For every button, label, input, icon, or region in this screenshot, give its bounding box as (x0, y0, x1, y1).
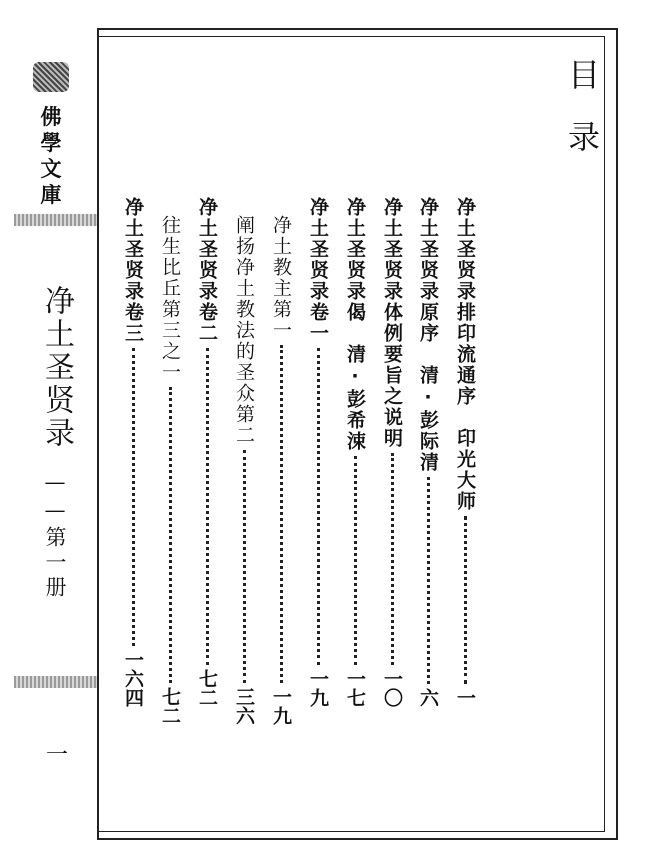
toc-leader-dots (391, 453, 394, 665)
toc-entry[interactable] (451, 197, 479, 707)
toc-entry-title: 净土圣贤录原序 清·彭际清 (417, 197, 439, 473)
toc-entry-page: 一九 (307, 669, 329, 707)
toc-entry[interactable] (267, 215, 295, 725)
toc-leader-dots (464, 516, 467, 684)
toc-leader-dots (169, 387, 172, 683)
book-title: 净土圣贤录 (39, 285, 74, 450)
toc-entry-title: 阐扬净土教法的圣众第二 (233, 215, 255, 446)
toc-entry[interactable] (119, 197, 147, 707)
toc-entry[interactable] (156, 215, 184, 725)
toc-entry-page: 七二 (159, 687, 181, 725)
toc-leader-dots (132, 348, 135, 646)
toc-leader-dots (427, 477, 430, 684)
toc-entry-title: 净土圣贤录卷一 (307, 197, 329, 344)
toc-heading-char-2: 录 (568, 118, 601, 156)
toc-entry-page: 七二 (196, 669, 218, 707)
toc-leader-dots (280, 345, 283, 683)
toc-entry[interactable] (304, 197, 332, 707)
toc-entry-page: 一七 (344, 669, 366, 707)
toc-entry-page: 一〇 (381, 669, 403, 707)
toc-entry-page: 三六 (233, 687, 255, 725)
toc-entry-title: 净土圣贤录卷三 (122, 197, 144, 344)
toc-leader-dots (354, 456, 357, 665)
toc-entry[interactable] (193, 197, 221, 707)
toc-entry[interactable] (378, 197, 406, 707)
toc-entry[interactable] (230, 215, 258, 725)
volume-label: ——第一册 (43, 470, 67, 601)
page-number: 一 (46, 743, 69, 768)
toc-leader-dots (317, 348, 320, 665)
decorative-band-bottom (14, 676, 97, 688)
toc-leader-dots (206, 348, 209, 665)
toc-entry-title: 净土圣贤录排印流通序 印光大师 (454, 197, 476, 512)
toc-entry-title: 净土圣贤录体例要旨之说明 (381, 197, 403, 449)
publisher-logo-icon (33, 62, 69, 92)
toc-entry-title: 净土圣贤录卷二 (196, 197, 218, 344)
toc-entry[interactable] (414, 197, 442, 707)
toc-entry-page: 一九 (270, 687, 292, 725)
toc-entry-page: 一 (454, 688, 476, 707)
toc-entry-title: 往生比丘第三之一 (159, 215, 181, 383)
toc-entry-page: 六 (417, 688, 439, 707)
series-name: 佛學文庫 (40, 104, 62, 207)
toc-entry[interactable] (341, 197, 369, 707)
toc-heading-char-1: 目 (568, 56, 601, 94)
toc-leader-dots (243, 450, 246, 683)
decorative-band-top (14, 214, 97, 226)
toc-entry-title: 净土教主第一 (270, 215, 292, 341)
toc-entry-page: 一六四 (122, 650, 144, 707)
toc-entry-title: 净土圣贤录偈 清·彭希涑 (344, 197, 366, 452)
